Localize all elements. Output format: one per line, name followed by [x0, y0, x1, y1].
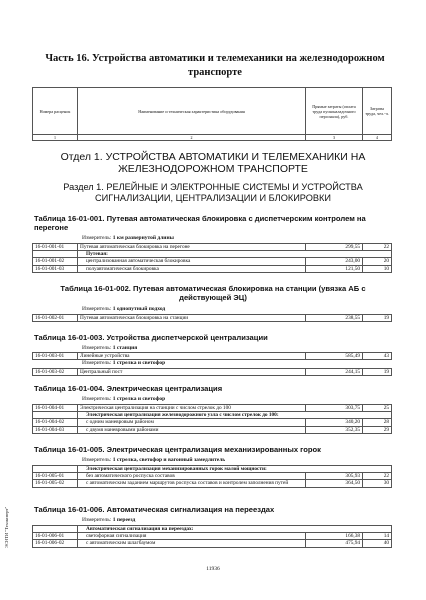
measure-value: 1 переезд — [112, 517, 136, 523]
department-title: Отдел 1. УСТРОЙСТВА АВТОМАТИКИ И ТЕЛЕМЕХАНИКИ НА ЖЕЛЕЗНОДОРОЖНОМ ТРАНСПОРТЕ — [60, 151, 366, 175]
table-row — [33, 419, 392, 426]
row-code: 16-01-001-01 — [33, 244, 78, 251]
row-cost: 243,00 — [306, 258, 363, 265]
row-name: Центральный пост — [78, 369, 306, 376]
row-labor: 14 — [363, 533, 392, 540]
row-labor: 19 — [363, 369, 392, 376]
row-code: 16-01-001-03 — [33, 265, 78, 272]
measure-value: 1 однопутный подход — [112, 306, 166, 312]
row-labor: 40 — [363, 540, 392, 547]
row-cost: 244,15 — [306, 369, 363, 376]
measure-value: 1 станция — [112, 345, 138, 351]
row-labor: 19 — [363, 315, 392, 322]
table-row — [33, 526, 392, 533]
page-number: 11936 — [206, 566, 220, 572]
row-cost: 364,50 — [306, 480, 363, 487]
row-name: полуавтоматическая блокировка — [78, 265, 306, 272]
row-labor: 22 — [363, 473, 392, 480]
table-row — [33, 473, 392, 480]
measure-label: Измеритель: — [82, 360, 112, 366]
row-cost: 303,75 — [306, 405, 363, 412]
table-row — [33, 540, 392, 547]
row-name: Путевая автоматическая блокировка на станции — [78, 315, 306, 322]
row-name: с автоматическим шлагбаумом — [78, 540, 306, 547]
row-name: без автоматического роспуска составов — [78, 473, 306, 480]
table-title: Таблица 16-01-006. Автоматическая сигнализация на переездах — [34, 505, 275, 514]
rates-table — [32, 368, 392, 376]
table-title: Таблица 16-01-002. Путевая автоматическая блокировка на станции (увязка АБ с действующей ЭЦ) — [60, 284, 366, 302]
row-name: с двумя маневровыми районами — [78, 426, 306, 433]
measure-line — [82, 457, 225, 464]
row-code: 16-01-004-02 — [33, 419, 78, 426]
header-col-name: Наименование и техническая характеристика оборудования — [78, 88, 306, 135]
header-col-labor: Затраты труда, чел.-ч. — [363, 88, 392, 135]
row-name: Электрическая централизация на станции с числом стрелок до 100 — [78, 405, 306, 412]
table-row — [33, 533, 392, 540]
table-row — [33, 251, 392, 258]
row-cost: 166,38 — [306, 533, 363, 540]
table-row — [33, 315, 392, 322]
row-subheading: Автоматическая сигнализация на переездах: — [78, 526, 392, 533]
rates-table — [32, 465, 392, 488]
side-watermark-note: ЭСНТИ "Техэксперт" — [4, 506, 9, 548]
measure-label: Измеритель: — [82, 345, 112, 351]
measure-value: 1 стрелка, светофор и вагонный замедлитель — [112, 457, 226, 463]
row-cost: 299,55 — [306, 244, 363, 251]
table-title: Таблица 16-01-004. Электрическая централизация — [34, 384, 223, 393]
table-title: Таблица 16-01-003. Устройства диспетчерской централизации — [34, 333, 268, 342]
header-col-codes: Номера расценок — [33, 88, 78, 135]
measure-line — [82, 517, 135, 524]
row-cost: 238,55 — [306, 315, 363, 322]
table-title: Таблица 16-01-005. Электрическая централизация механизированных горок — [34, 445, 321, 454]
part-title: Часть 16. Устройства автоматики и телемеханики на железнодорожном транспорте — [45, 53, 385, 78]
rates-table — [32, 243, 392, 273]
row-cost: 585,49 — [306, 353, 363, 360]
header-num-4: 4 — [363, 135, 392, 141]
row-code: 16-01-004-01 — [33, 405, 78, 412]
measure-value: 1 стрелка и светофор — [112, 396, 166, 402]
row-name: Путевая автоматическая блокировка на перегоне — [78, 244, 306, 251]
measure-label: Измеритель: — [82, 235, 112, 241]
table-row — [33, 426, 392, 433]
row-cost: 475,94 — [306, 540, 363, 547]
row-cost: 305,93 — [306, 473, 363, 480]
header-num-1: 1 — [33, 135, 78, 141]
table-row — [33, 412, 392, 419]
table-row — [33, 466, 392, 473]
row-cost: 352,35 — [306, 426, 363, 433]
rates-table — [32, 352, 392, 360]
header-num-2: 2 — [78, 135, 306, 141]
row-subheading: Электрическая централизация железнодорожного узла с числом стрелок до 100: — [78, 412, 392, 419]
row-labor: 28 — [363, 419, 392, 426]
row-code: 16-01-004-03 — [33, 426, 78, 433]
rates-table — [32, 525, 392, 548]
table-row — [33, 258, 392, 265]
row-name: светофорная сигнализация — [78, 533, 306, 540]
row-subheading: Электрическая централизация механизированных горок малой мощности: — [78, 466, 392, 473]
table-title: Таблица 16-01-001. Путевая автоматическая блокировка с диспетчерским контролем на перегоне — [34, 214, 366, 232]
rates-table — [32, 314, 392, 322]
measure-value: 1 км развернутой длины — [112, 235, 174, 241]
row-code: 16-01-003-01 — [33, 353, 78, 360]
measure-line — [82, 360, 165, 367]
measure-label: Измеритель: — [82, 306, 112, 312]
row-code: 16-01-006-02 — [33, 540, 78, 547]
header-num-3: 3 — [306, 135, 363, 141]
header-col-cost: Прямые затраты (оплата труда пусконаладочного персонала), руб. — [306, 88, 363, 135]
table-row — [33, 353, 392, 360]
table-row — [33, 480, 392, 487]
measure-line — [82, 396, 165, 403]
row-subheading: Путевая: — [78, 251, 392, 258]
measure-label: Измеритель: — [82, 517, 112, 523]
row-code: 16-01-002-01 — [33, 315, 78, 322]
row-labor: 25 — [363, 405, 392, 412]
row-code: 16-01-001-02 — [33, 258, 78, 265]
row-code: 16-01-005-02 — [33, 480, 78, 487]
rates-table — [32, 404, 392, 434]
table-row — [33, 244, 392, 251]
table-row — [33, 405, 392, 412]
row-name: Линейные устройства — [78, 353, 306, 360]
table-row — [33, 265, 392, 272]
row-labor: 30 — [363, 480, 392, 487]
measure-line — [82, 235, 174, 242]
row-name: с одним маневровым районом — [78, 419, 306, 426]
measure-value: 1 стрелка и светофор — [112, 360, 166, 366]
row-code: 16-01-005-01 — [33, 473, 78, 480]
row-labor: 22 — [363, 244, 392, 251]
row-code: 16-01-006-01 — [33, 533, 78, 540]
row-name: с автоматическим заданием маршрутов роспуска составов и контролем заполнения путей — [78, 480, 306, 487]
row-cost: 340,20 — [306, 419, 363, 426]
row-code: 16-01-003-02 — [33, 369, 78, 376]
row-labor: 29 — [363, 426, 392, 433]
row-name: централизованная автоматическая блокировка — [78, 258, 306, 265]
table-row — [33, 369, 392, 376]
measure-line — [82, 306, 165, 313]
column-header-table — [32, 87, 392, 141]
measure-line — [82, 345, 137, 352]
measure-label: Измеритель: — [82, 457, 112, 463]
section-title: Раздел 1. РЕЛЕЙНЫЕ И ЭЛЕКТРОННЫЕ СИСТЕМЫ И УСТРОЙСТВА СИГНАЛИЗАЦИИ, ЦЕНТРАЛИЗАЦИИ И БЛОКИРОВКИ — [63, 182, 363, 203]
row-labor: 20 — [363, 258, 392, 265]
row-labor: 10 — [363, 265, 392, 272]
row-labor: 43 — [363, 353, 392, 360]
measure-label: Измеритель: — [82, 396, 112, 402]
row-cost: 121,50 — [306, 265, 363, 272]
